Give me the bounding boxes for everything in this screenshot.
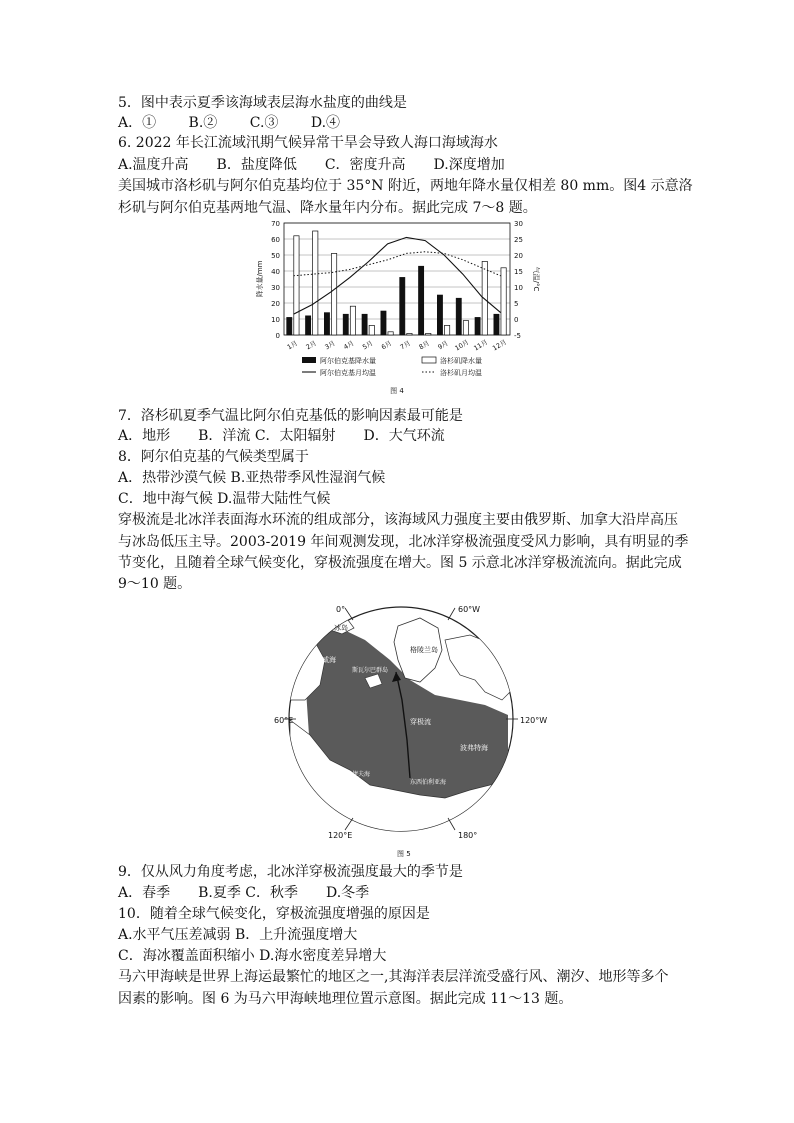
y-right-tick-label: 10: [514, 284, 523, 292]
x-tick-label: 9月: [436, 339, 450, 352]
q10-options-2: C．海冰覆盖面积缩小 D.海水密度差异增大: [118, 948, 387, 964]
bar-la-precip: [407, 333, 412, 335]
bar-la-precip: [444, 325, 449, 335]
bar-albuquerque-precip: [381, 311, 386, 335]
y-right-tick-label: -5: [514, 332, 521, 340]
x-tick-label: 8月: [417, 339, 431, 352]
y-left-tick-label: 50: [271, 252, 280, 260]
bar-albuquerque-precip: [494, 314, 499, 335]
y-right-tick-label: 15: [514, 268, 523, 276]
line-albuquerque-temp: [293, 237, 500, 314]
intro-9-10-line2: 与冰岛低压主导。2003-2019 年间观测发现，北冰洋穿极流强度受风力影响，具有明显的季: [118, 534, 689, 550]
label-iceland: 冰岛: [334, 624, 348, 632]
y-right-tick-label: 0: [514, 316, 519, 324]
bar-la-precip: [501, 268, 506, 335]
bar-albuquerque-precip: [437, 295, 442, 335]
y-left-tick-label: 30: [271, 284, 280, 292]
label-laptev-sea: 拉普捷夫海: [340, 771, 371, 778]
bar-albuquerque-precip: [324, 313, 329, 335]
tick-0: [345, 608, 353, 620]
intro-11-13-line2: 因素的影响。图 6 为马六甲海峡地理位置示意图。据此完成 11～13 题。: [118, 991, 573, 1007]
bar-la-precip: [294, 236, 299, 335]
x-tick-label: 3月: [323, 339, 337, 352]
lon-label-120e: 120°E: [328, 831, 353, 840]
intro-9-10-line3: 节变化，且随着全球气候变化，穿极流强度在增大。图 5 示意北冰洋穿极流流向。据此完成: [118, 555, 682, 571]
intro-9-10-line1: 穿极流是北冰洋表面海水环流的组成部分，该海域风力强度主要由俄罗斯、加拿大沿岸高压: [118, 512, 678, 528]
q6-stem: 6. 2022 年长江流域汛期气候异常干旱会导致人海口海域海水: [118, 135, 498, 151]
bar-la-precip: [331, 253, 336, 335]
lon-label-60e: 60°E: [274, 716, 294, 725]
bar-albuquerque-precip: [418, 266, 423, 335]
bar-la-precip: [369, 325, 374, 335]
bar-albuquerque-precip: [343, 314, 348, 335]
bar-albuquerque-precip: [305, 316, 310, 335]
bar-la-precip: [350, 306, 355, 335]
lon-label-60w: 60°W: [458, 605, 481, 614]
bar-albuquerque-precip: [456, 298, 461, 335]
q9-options: A．春季 B.夏季 C．秋季 D.冬季: [118, 885, 370, 901]
x-tick-label: 1月: [285, 339, 300, 352]
q8-options-2: C．地中海气候 D.温带大陆性气候: [118, 491, 331, 507]
y-left-tick-label: 70: [271, 220, 280, 228]
q10-options-1: A.水平气压差减弱 B．上升流强度增大: [118, 927, 358, 943]
x-tick-label: 6月: [379, 339, 394, 352]
y-right-axis-title: 气温/°C: [532, 266, 540, 292]
bar-albuquerque-precip: [287, 317, 292, 335]
q6-options: A.温度升高 B．盐度降低 C．密度升高 D.深度增加: [118, 157, 505, 173]
q7-options: A．地形 B．洋流 C．太阳辐射 D．大气环流: [118, 428, 445, 444]
arctic-map: [270, 600, 548, 860]
x-tick-label: 4月: [342, 339, 356, 352]
y-left-tick-label: 0: [275, 332, 280, 340]
bar-la-precip: [426, 333, 431, 335]
legend-label-la-temp: 洛杉矶月均温: [440, 369, 482, 377]
y-right-tick-label: 20: [514, 252, 523, 260]
y-left-axis-title: 降水量/mm: [256, 260, 264, 298]
label-greenland: 格陵兰岛: [410, 646, 438, 654]
figure-4-caption: 图 4: [390, 387, 404, 395]
x-tick-label: 11月: [472, 338, 490, 353]
q5-options: A．① B.② C.③ D.④: [118, 115, 341, 131]
tick-120e: [345, 818, 353, 830]
legend-label-la-precip: 洛杉矶降水量: [440, 357, 482, 365]
bar-la-precip: [463, 321, 468, 335]
y-left-tick-label: 60: [271, 236, 280, 244]
bar-albuquerque-precip: [475, 317, 480, 335]
label-east-siberian-sea: 东西伯利亚海: [410, 779, 447, 786]
line-la-temp: [293, 252, 500, 276]
label-norwegian-sea: 挪威海: [315, 656, 336, 664]
x-tick-label: 10月: [453, 338, 471, 353]
x-tick-label: 12月: [491, 338, 508, 353]
y-left-tick-label: 40: [271, 268, 280, 276]
x-tick-label: 5月: [361, 339, 375, 352]
x-tick-label: 7月: [398, 339, 413, 352]
y-right-tick-label: 30: [514, 220, 523, 228]
figure-4-chart: [252, 215, 542, 400]
q8-stem: 8．阿尔伯克基的气候类型属于: [118, 449, 309, 465]
y-right-tick-label: 5: [514, 300, 519, 308]
q5-stem: 5．图中表示夏季该海域表层海水盐度的曲线是: [118, 95, 407, 111]
y-right-tick-label: 25: [514, 236, 523, 244]
lon-label-0: 0°: [336, 605, 346, 614]
intro-7-8-line2: 杉矶与阿尔伯克基两地气温、降水量年内分布。据此完成 7～8 题。: [118, 200, 537, 216]
climate-chart: [252, 215, 542, 400]
label-current: 穿极流: [410, 718, 431, 726]
q9-stem: 9．仅从风力角度考虑，北冰洋穿极流强度最大的季节是: [118, 864, 463, 880]
legend-swatch-la-precip: [422, 357, 436, 363]
x-tick-label: 2月: [304, 339, 318, 352]
figure-5-map: [270, 600, 548, 860]
intro-11-13-line1: 马六甲海峡是世界上海运最繁忙的地区之一,其海洋表层洋流受盛行风、潮汐、地形等多个: [118, 969, 669, 985]
bar-albuquerque-precip: [362, 314, 367, 335]
lon-label-180: 180°: [458, 831, 478, 840]
q8-options-1: A．热带沙漠气候 B.亚热带季风性湿润气候: [118, 470, 386, 486]
bar-la-precip: [313, 231, 318, 335]
label-svalbard: 斯瓦尔巴群岛: [352, 667, 389, 674]
q7-stem: 7．洛杉矶夏季气温比阿尔伯克基低的影响因素最可能是: [118, 408, 463, 424]
legend-label-albuquerque-temp: 阿尔伯克基月均温: [320, 369, 376, 377]
legend-label-albuquerque-precip: 阿尔伯克基降水量: [320, 357, 376, 365]
intro-7-8-line1: 美国城市洛杉矶与阿尔伯克基均位于 35°N 附近，两地年降水量仅相差 80 mm。图4 示意洛: [118, 178, 693, 194]
y-left-tick-label: 20: [271, 300, 280, 308]
lon-label-120w: 120°W: [520, 716, 548, 725]
bar-albuquerque-precip: [400, 277, 405, 335]
q10-stem: 10．随着全球气候变化，穿极流强度增强的原因是: [118, 906, 430, 922]
legend-swatch-albuquerque-precip: [302, 357, 316, 363]
label-beaufort-sea: 波弗特海: [460, 744, 488, 752]
bar-la-precip: [388, 332, 393, 335]
figure-5-caption: 图 5: [397, 850, 411, 858]
tick-60w: [448, 608, 455, 620]
intro-9-10-line4: 9～10 题。: [118, 576, 192, 592]
y-left-tick-label: 10: [271, 316, 280, 324]
tick-180: [448, 818, 455, 830]
